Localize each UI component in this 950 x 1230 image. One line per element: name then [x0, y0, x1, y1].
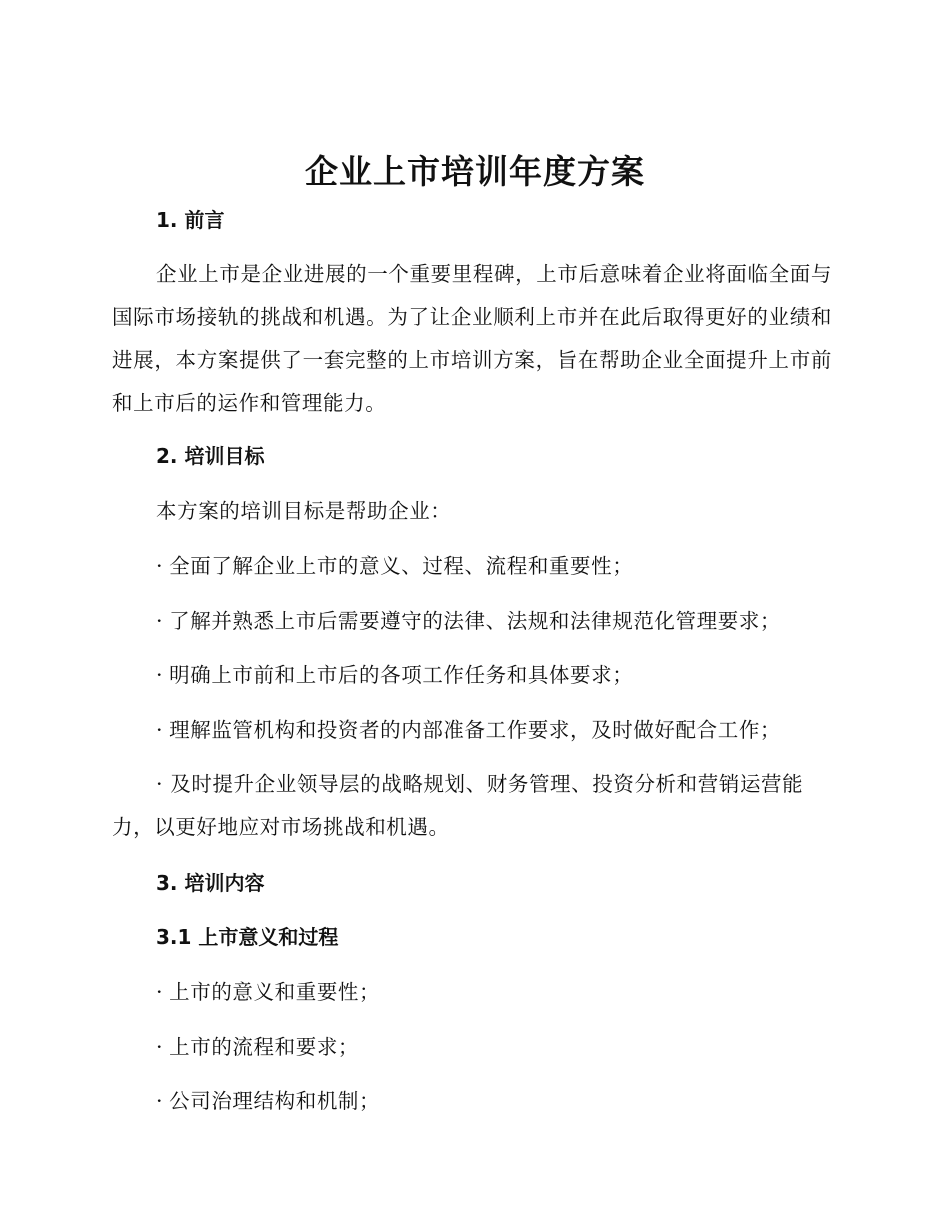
goals-intro: 本方案的培训目标是帮助企业：	[156, 499, 452, 523]
list-item-text: 全面了解企业上市的意义、过程、流程和重要性；	[169, 554, 634, 578]
section-heading-3: 3. 培训内容	[156, 871, 265, 895]
list-item-text: 及时提升企业领导层的战略规划、财务管理、投资分析和营销运营能力，以更好地应对市场挑战和机遇。	[112, 772, 804, 839]
list-item	[156, 1087, 380, 1115]
list-item-text: 理解监管机构和投资者的内部准备工作要求，及时做好配合工作；	[169, 718, 782, 742]
bullet-glyph: ·	[156, 772, 164, 796]
bullet-glyph: ·	[156, 980, 164, 1004]
section-heading-1: 1. 前言	[156, 208, 225, 232]
section-heading-2: 2. 培训目标	[156, 444, 265, 468]
bullet-glyph: ·	[156, 609, 164, 633]
list-item-text: 公司治理结构和机制；	[169, 1089, 381, 1113]
bullet-glyph: ·	[156, 554, 164, 578]
list-item	[156, 1033, 359, 1061]
list-item	[156, 552, 633, 580]
list-item	[156, 716, 781, 744]
list-item-text: 了解并熟悉上市后需要遵守的法律、法规和法律规范化管理要求；	[169, 609, 782, 633]
list-item-text: 上市的流程和要求；	[169, 1035, 360, 1059]
list-item	[156, 978, 380, 1006]
list-item-text: 明确上市前和上市后的各项工作任务和具体要求；	[169, 663, 634, 687]
list-item	[156, 607, 781, 635]
document-title: 企业上市培训年度方案	[305, 152, 645, 191]
bullet-glyph: ·	[156, 663, 164, 687]
bullet-glyph: ·	[156, 718, 164, 742]
list-item-text: 上市的意义和重要性；	[169, 980, 381, 1004]
bullet-glyph: ·	[156, 1035, 164, 1059]
list-item	[112, 763, 832, 849]
bullet-glyph: ·	[156, 1089, 164, 1113]
subsection-heading-3-1: 3.1 上市意义和过程	[156, 925, 339, 949]
list-item	[156, 661, 633, 689]
intro-paragraph: 企业上市是企业进展的一个重要里程碑，上市后意味着企业将面临全面与国际市场接轨的挑战和机遇。为了让企业顺利上市并在此后取得更好的业绩和进展，本方案提供了一套完整的上市培训方案，旨在帮助企业全面提升上市前和上市后的运作和管理能力。	[112, 262, 832, 415]
